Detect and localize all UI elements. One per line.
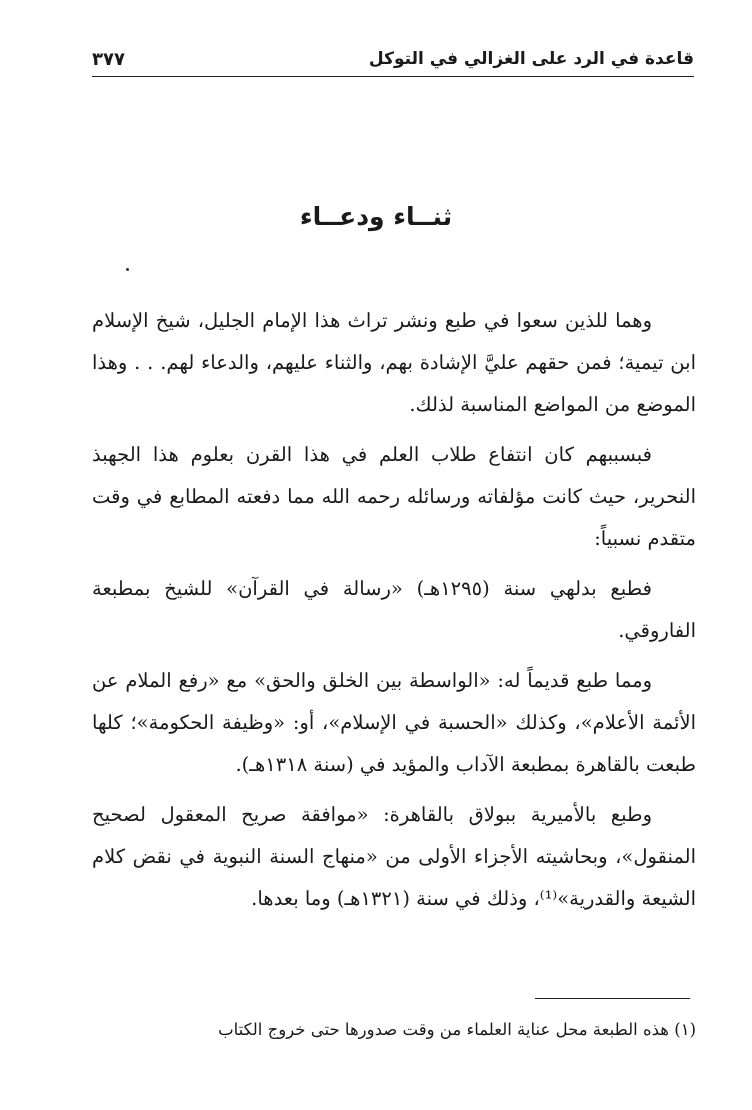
body-text [92, 300, 696, 928]
paragraph: ومما طبع قديماً له: «الواسطة بين الخلق والحق» مع «رفع الملام عن الأئمة الأعلام»، وكذلك «الحسبة في الإسلام»، أو: «وظيفة الحكومة»؛ كلها طبعت بالقاهرة بمطبعة الآداب والمؤيد في (سنة ١٣١٨هـ). [92, 669, 696, 776]
footnote: (١) هذه الطبعة محل عناية العلماء من وقت صدورها حتى خروج الكتاب [218, 1020, 696, 1039]
paragraph: وهما للذين سعوا في طبع ونشر تراث هذا الإمام الجليل، شيخ الإسلام ابن تيمية؛ فمن حقهم عليَّ الإشادة بهم، والثناء عليهم، والدعاء لهم. . . وهذا الموضع من المواضع المناسبة لذلك. [92, 309, 697, 416]
ink-dot [126, 268, 129, 271]
paragraph: فبسببهم كان انتفاع طلاب العلم في هذا القرن بعلوم هذا الجهبذ النحرير، حيث كانت مؤلفاته ورسائله رحمه الله مما دفعته المطابع في وقت متقدم نسبياً: [92, 443, 696, 550]
paragraph: وطبع بالأميرية ببولاق بالقاهرة: «موافقة صريح المعقول لصحيح المنقول»، وبحاشيته الأجزاء الأولى من «منهاج السنة النبوية في نقض كلام الشيعة والقدرية»⁽¹⁾، وذلك في سنة (١٣٢١هـ) وما بعدها. [92, 803, 696, 910]
paragraph: فطبع بدلهي سنة (١٢٩٥هـ) «رسالة في القرآن» للشيخ بمطبعة الفاروقي. [92, 577, 696, 642]
running-title: قاعدة في الرد على الغزالي في التوكل [368, 49, 694, 69]
page-number: ٣٧٧ [92, 48, 125, 70]
page-header [92, 42, 694, 77]
section-title: ثنــاء ودعــاء [299, 202, 453, 231]
footnote-separator [535, 998, 690, 999]
